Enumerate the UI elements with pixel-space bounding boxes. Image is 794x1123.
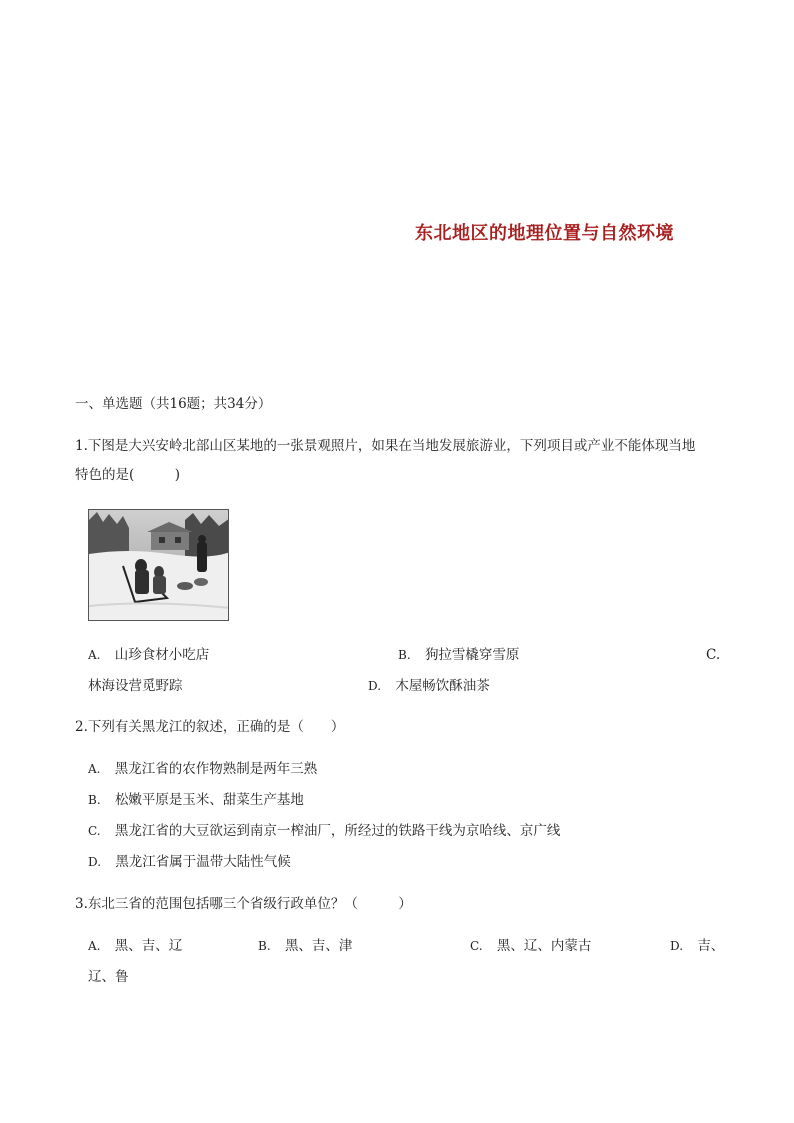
option-letter: D. <box>670 939 684 953</box>
option-letter: A. <box>88 762 101 776</box>
q3-stem: 3.东北三省的范围包括哪三个省级行政单位？（ ） <box>75 896 412 912</box>
q1-option-c-letter[interactable]: C. <box>706 647 721 663</box>
document-title: 东北地区的地理位置与自然环境 <box>415 223 674 244</box>
option-text: 黑、吉、津 <box>284 938 353 954</box>
option-letter: C. <box>470 939 483 953</box>
option-text: 吉、 <box>697 938 725 954</box>
option-text: 狗拉雪橇穿雪原 <box>424 647 520 663</box>
q1-stem-line1: 1.下图是大兴安岭北部山区某地的一张景观照片，如果在当地发展旅游业，下列项目或产业不能体现当地 <box>75 438 696 454</box>
q3-option-d-wrap: 辽、鲁 <box>88 969 129 985</box>
option-text: 黑、吉、辽 <box>114 938 183 954</box>
q3-option-b[interactable] <box>258 937 352 955</box>
q3-option-d[interactable] <box>670 937 724 955</box>
option-letter: B. <box>258 939 271 953</box>
q1-option-d[interactable] <box>368 677 490 695</box>
option-letter: A. <box>88 648 101 662</box>
q3-option-a[interactable] <box>88 937 182 955</box>
option-letter: C. <box>88 824 101 838</box>
option-letter: D. <box>88 855 102 869</box>
option-letter: B. <box>88 793 101 807</box>
q2-option-c[interactable] <box>88 822 560 840</box>
option-text: 松嫩平原是玉米、甜菜生产基地 <box>114 792 304 808</box>
q2-option-b[interactable] <box>88 791 304 809</box>
option-text: 黑、辽、内蒙古 <box>496 938 592 954</box>
q1-option-b[interactable] <box>398 646 519 664</box>
option-text: 山珍食材小吃店 <box>114 647 210 663</box>
landscape-photo <box>88 509 229 621</box>
q2-stem: 2.下列有关黑龙江的叙述，正确的是（ ） <box>75 719 345 735</box>
q1-stem-line2: 特色的是( ) <box>75 467 181 483</box>
snow-sled-photo-image <box>89 510 229 621</box>
q3-option-c[interactable] <box>470 937 591 955</box>
q1-option-c-text: 林海设营觅野踪 <box>88 678 183 694</box>
option-letter: A. <box>88 939 101 953</box>
option-text: 黑龙江省的大豆欲运到南京一榨油厂，所经过的铁路干线为京哈线、京广线 <box>114 823 561 839</box>
q1-option-a[interactable] <box>88 646 209 664</box>
q2-option-d[interactable] <box>88 853 291 871</box>
q2-option-a[interactable] <box>88 760 317 778</box>
option-text: 黑龙江省的农作物熟制是两年三熟 <box>114 761 318 777</box>
section-heading: 一、单选题（共16题；共34分） <box>75 396 272 412</box>
option-letter: B. <box>398 648 411 662</box>
option-text: 木屋畅饮酥油茶 <box>395 678 490 694</box>
option-text: 黑龙江省属于温带大陆性气候 <box>115 854 291 870</box>
option-letter: D. <box>368 679 382 693</box>
